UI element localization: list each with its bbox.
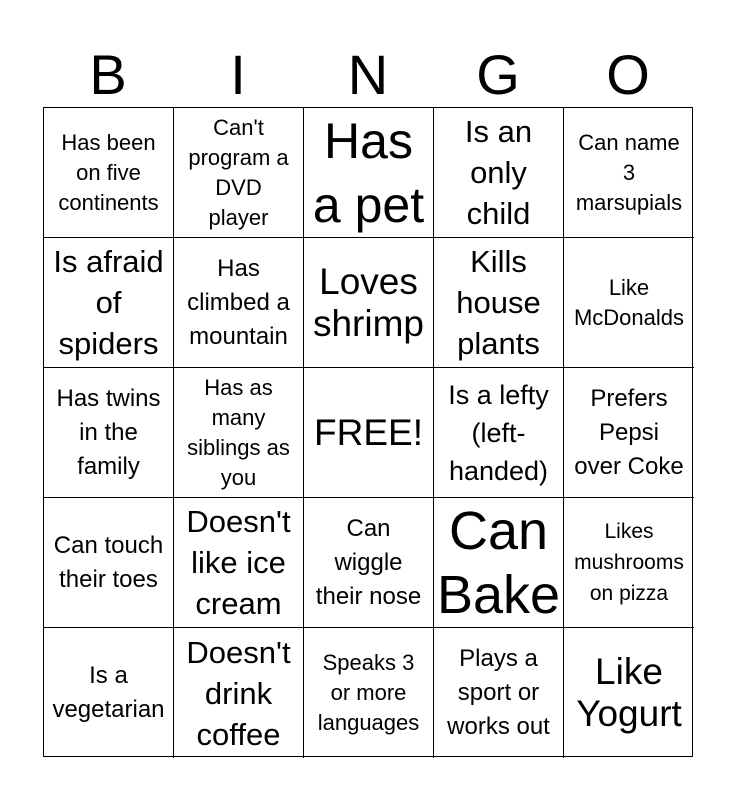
cell-text: Has a pet	[312, 112, 425, 233]
cell-text: Has climbed a mountain	[187, 254, 290, 350]
bingo-cell[interactable]	[304, 238, 434, 368]
cell-text: Is a lefty (left- handed)	[448, 379, 549, 486]
cell-text: Has as many siblings as you	[187, 374, 290, 490]
free-space-cell[interactable]	[304, 368, 434, 498]
cell-text: Doesn't like ice cream	[186, 504, 291, 621]
header-letter-b: B	[89, 43, 127, 106]
cell-text: Can't program a DVD player	[188, 114, 289, 230]
bingo-cell[interactable]	[44, 368, 174, 498]
cell-text: Is afraid of spiders	[53, 244, 164, 361]
bingo-cell[interactable]	[564, 238, 694, 368]
cell-text: Likes mushrooms on pizza	[574, 520, 684, 605]
bingo-cell[interactable]	[44, 498, 174, 628]
bingo-cell[interactable]	[174, 368, 304, 498]
cell-text: Can wiggle their nose	[315, 514, 422, 610]
bingo-cell[interactable]	[434, 368, 564, 498]
bingo-cell[interactable]	[564, 368, 694, 498]
header-letter-i: I	[230, 43, 246, 106]
bingo-cell[interactable]	[304, 628, 434, 758]
cell-text: Is a vegetarian	[52, 662, 165, 723]
bingo-cell[interactable]	[564, 108, 694, 238]
bingo-cell[interactable]	[434, 628, 564, 758]
cell-text: Loves shrimp	[312, 260, 425, 344]
header-letter-g: G	[476, 43, 520, 106]
bingo-cell[interactable]	[434, 238, 564, 368]
cell-text: Kills house plants	[456, 244, 541, 361]
bingo-cell[interactable]	[564, 628, 694, 758]
bingo-cell[interactable]	[44, 628, 174, 758]
cell-text: Is an only child	[464, 114, 533, 231]
free-space-text: FREE!	[314, 411, 423, 453]
bingo-cell[interactable]	[174, 108, 304, 238]
bingo-cell[interactable]	[434, 108, 564, 238]
cell-text: Can name 3 marsupials	[575, 129, 683, 215]
bingo-card	[43, 107, 693, 757]
cell-text: Speaks 3 or more languages	[317, 650, 420, 735]
bingo-cell[interactable]	[304, 108, 434, 238]
bingo-cell[interactable]	[174, 238, 304, 368]
cell-text: Has twins in the family	[56, 384, 161, 480]
cell-text: Can Bake	[436, 500, 561, 625]
cell-text: Prefers Pepsi over Coke	[574, 384, 684, 480]
bingo-header	[43, 44, 693, 106]
bingo-cell[interactable]	[44, 238, 174, 368]
cell-text: Like Yogurt	[576, 651, 682, 734]
cell-text: Has been on five continents	[58, 129, 159, 215]
bingo-cell[interactable]	[44, 108, 174, 238]
header-letter-o: O	[606, 43, 650, 106]
bingo-cell[interactable]	[304, 498, 434, 628]
bingo-cell[interactable]	[564, 498, 694, 628]
bingo-cell[interactable]	[174, 498, 304, 628]
bingo-cell[interactable]	[174, 628, 304, 758]
cell-text: Like McDonalds	[573, 274, 685, 330]
cell-text: Doesn't drink coffee	[186, 634, 291, 752]
bingo-cell[interactable]	[434, 498, 564, 628]
cell-text: Can touch their toes	[53, 531, 164, 593]
cell-text: Plays a sport or works out	[447, 645, 550, 740]
header-letter-n: N	[347, 43, 389, 106]
